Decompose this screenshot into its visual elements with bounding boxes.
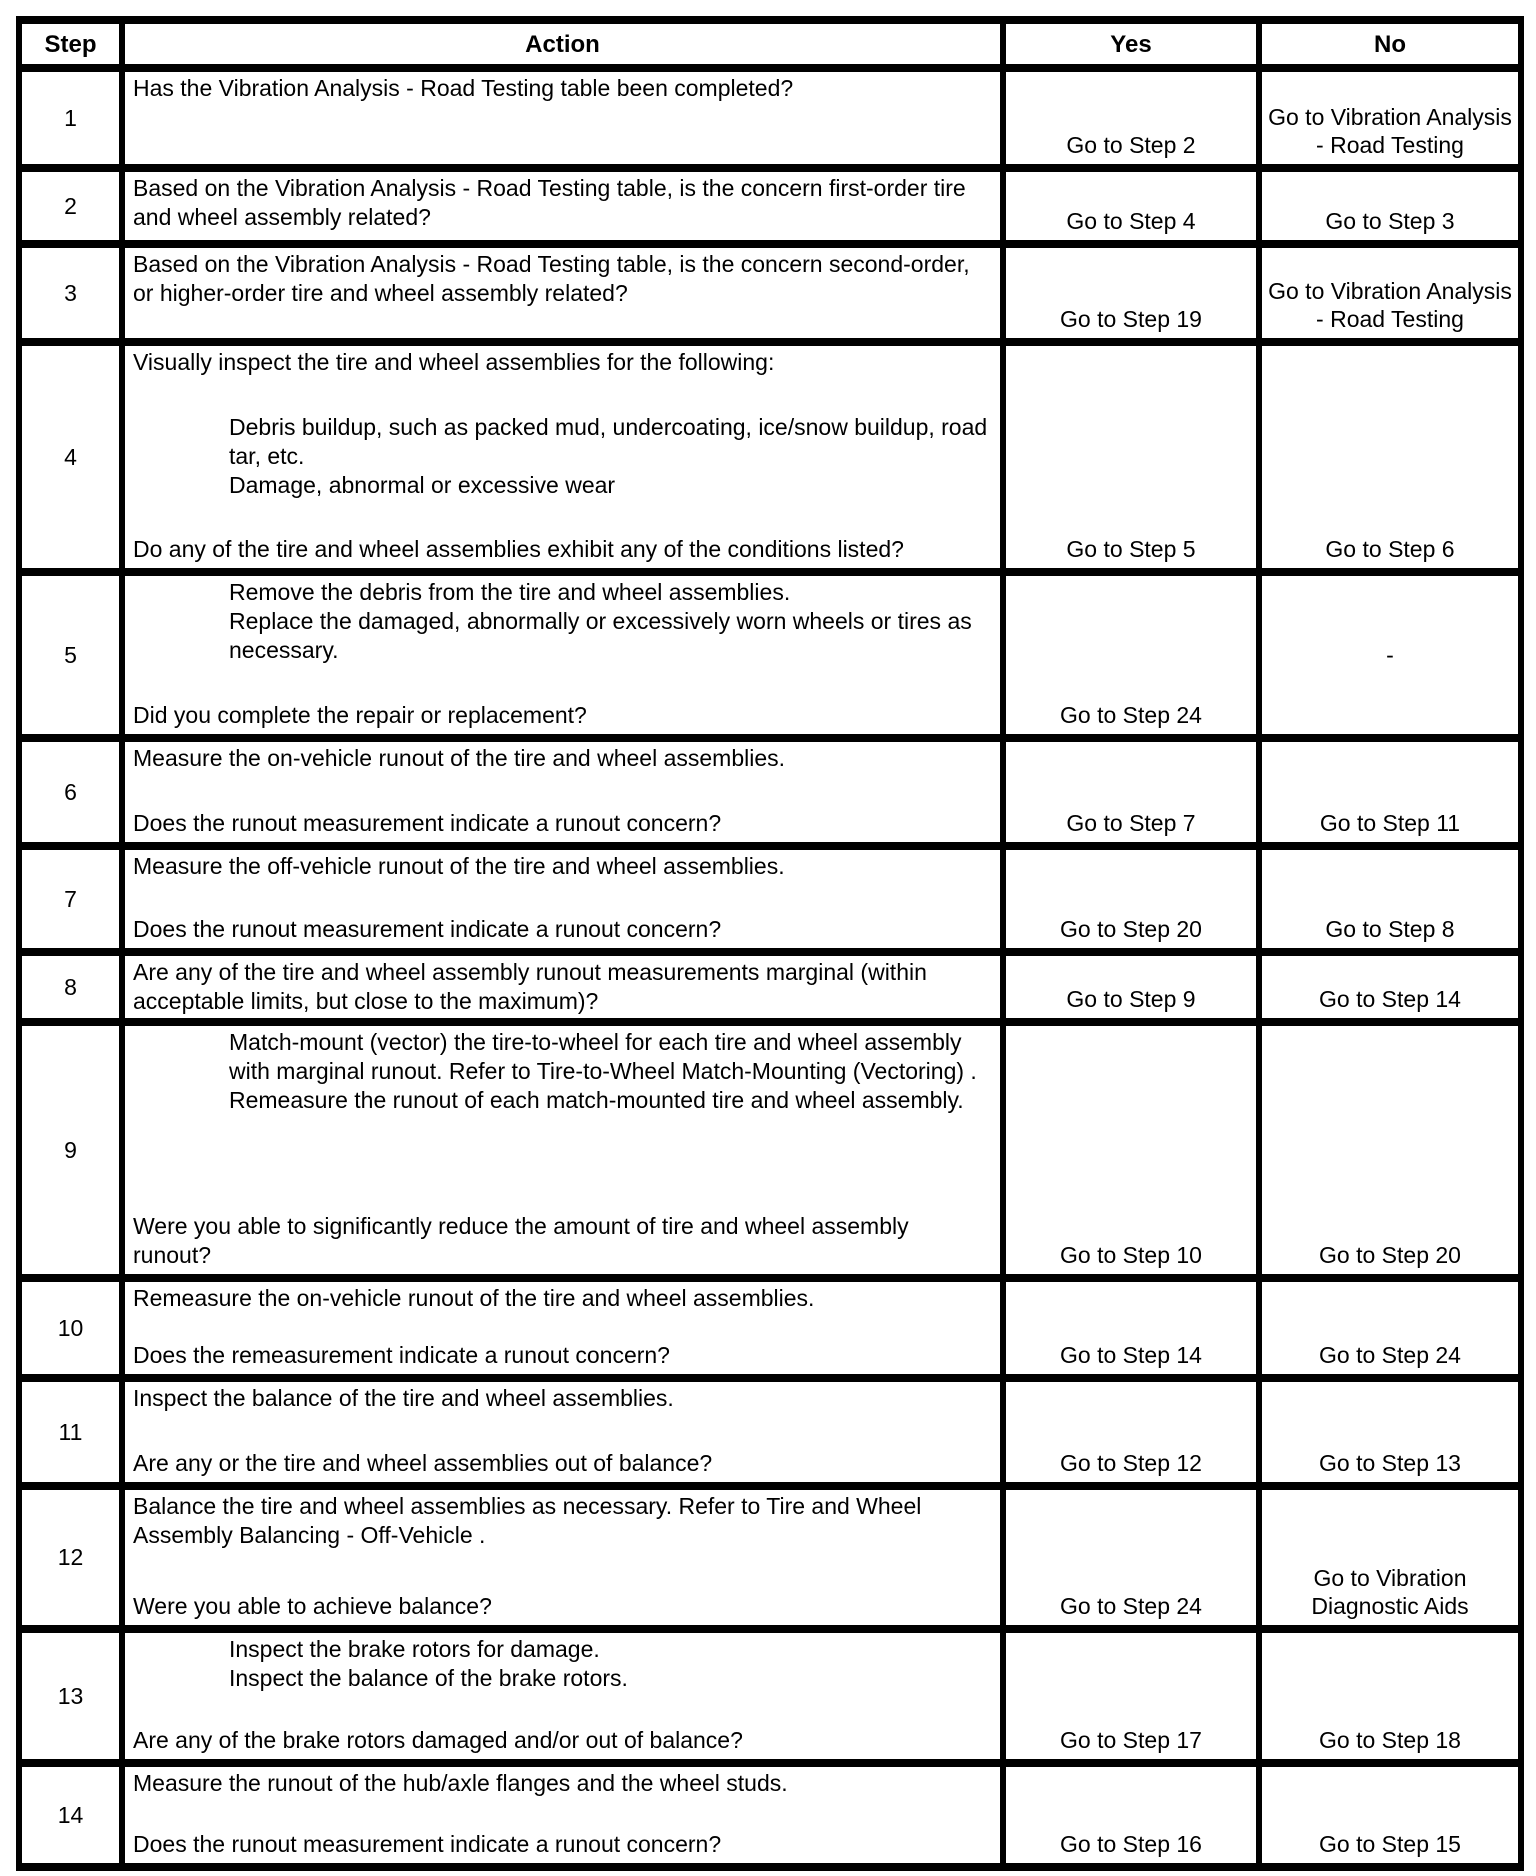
yes-goto-text: Go to Step 14 [1060,1342,1202,1368]
yes-cell [1006,956,1256,1018]
action-question: Did you complete the repair or replacement? [133,702,587,728]
action-statement: Inspect the balance of the tire and wheel assemblies. [133,1385,674,1411]
step-cell: 9 [22,1026,119,1274]
no-cell [1262,850,1518,948]
action-list-item: Match-mount (vector) the tire-to-wheel for each tire and wheel assembly with marginal runout. Refer to Tire-to-Wheel Match-Mounting (Vectoring) . [229,1029,977,1084]
action-list-item: Remeasure the runout of each match-mounted tire and wheel assembly. [229,1087,964,1113]
action-cell [125,956,1000,1018]
no-goto-text: - [1386,642,1394,668]
yes-goto-text: Go to Step 4 [1066,208,1196,234]
no-cell [1262,1633,1518,1759]
yes-goto-text: Go to Step 16 [1060,1831,1202,1857]
no-goto-text: Go to Step 3 [1325,208,1455,234]
step-cell: 1 [22,72,119,164]
diagnostic-table [16,16,1524,1871]
yes-goto-text: Go to Step 10 [1060,1242,1202,1268]
header-action: Action [125,24,1000,64]
yes-goto-text: Go to Step 19 [1060,306,1202,332]
action-statement: Based on the Vibration Analysis - Road Testing table, is the concern second-order, or higher-order tire and wheel assembly related? [133,251,970,306]
yes-goto-text: Go to Step 24 [1060,1593,1202,1619]
step-cell: 6 [22,742,119,842]
header-yes: Yes [1006,24,1256,64]
no-goto-text: Go to Step 20 [1319,1242,1461,1268]
step-cell: 2 [22,172,119,240]
action-list-item: Remove the debris from the tire and wheel assemblies. [229,579,791,605]
action-list [229,1028,992,1115]
yes-cell [1006,850,1256,948]
yes-goto-text: Go to Step 7 [1066,810,1196,836]
no-cell [1262,576,1518,734]
step-cell: 5 [22,576,119,734]
yes-cell [1006,1490,1256,1625]
no-goto-text: Go to Step 8 [1325,916,1455,942]
no-cell [1262,172,1518,240]
yes-cell [1006,72,1256,164]
action-statement: Visually inspect the tire and wheel assemblies for the following: [133,349,775,375]
no-goto-text: Go to Step 14 [1319,986,1461,1012]
action-question: Were you able to achieve balance? [133,1593,492,1619]
header-no: No [1262,24,1518,64]
action-statement: Are any of the tire and wheel assembly runout measurements marginal (within acceptable limits, but close to the maximum)? [133,959,927,1014]
action-statement: Remeasure the on-vehicle runout of the tire and wheel assemblies. [133,1285,815,1311]
step-cell: 12 [22,1490,119,1625]
yes-cell [1006,172,1256,240]
action-question: Were you able to significantly reduce the amount of tire and wheel assembly runout? [133,1213,909,1268]
action-list [229,578,992,665]
no-cell [1262,346,1518,568]
action-cell [125,72,1000,164]
action-cell [125,742,1000,842]
step-cell: 13 [22,1633,119,1759]
no-goto-text: Go to Vibration Analysis - Road Testing [1268,104,1512,158]
yes-cell [1006,1633,1256,1759]
step-cell: 3 [22,248,119,338]
yes-cell [1006,346,1256,568]
no-cell [1262,1026,1518,1274]
yes-cell [1006,742,1256,842]
step-cell: 7 [22,850,119,948]
yes-goto-text: Go to Step 2 [1066,132,1196,158]
action-question: Are any or the tire and wheel assemblies out of balance? [133,1450,713,1476]
no-goto-text: Go to Step 6 [1325,536,1455,562]
yes-cell [1006,576,1256,734]
no-goto-text: Go to Step 15 [1319,1831,1461,1857]
yes-goto-text: Go to Step 9 [1066,986,1196,1012]
yes-cell [1006,1382,1256,1482]
no-cell [1262,72,1518,164]
no-cell [1262,1490,1518,1625]
action-statement: Measure the off-vehicle runout of the tire and wheel assemblies. [133,853,785,879]
no-goto-text: Go to Vibration Diagnostic Aids [1311,1565,1469,1619]
action-cell [125,172,1000,240]
yes-cell [1006,248,1256,338]
action-question: Does the runout measurement indicate a runout concern? [133,916,722,942]
action-list [229,413,992,500]
yes-goto-text: Go to Step 24 [1060,702,1202,728]
no-cell [1262,1382,1518,1482]
step-cell: 8 [22,956,119,1018]
action-cell [125,1026,1000,1274]
yes-cell [1006,1026,1256,1274]
action-cell [125,576,1000,734]
yes-cell [1006,1767,1256,1863]
no-goto-text: Go to Step 18 [1319,1727,1461,1753]
action-cell [125,1490,1000,1625]
yes-cell [1006,1282,1256,1374]
no-cell [1262,248,1518,338]
yes-goto-text: Go to Step 5 [1066,536,1196,562]
action-list-item: Debris buildup, such as packed mud, undercoating, ice/snow buildup, road tar, etc. [229,413,988,469]
step-cell: 10 [22,1282,119,1374]
no-cell [1262,1282,1518,1374]
no-goto-text: Go to Step 13 [1319,1450,1461,1476]
action-cell [125,1767,1000,1863]
no-cell [1262,956,1518,1018]
action-question: Does the runout measurement indicate a runout concern? [133,810,722,836]
action-statement: Measure the runout of the hub/axle flanges and the wheel studs. [133,1770,788,1796]
action-statement: Based on the Vibration Analysis - Road Testing table, is the concern first-order tire and wheel assembly related? [133,175,966,230]
action-list-item: Inspect the balance of the brake rotors. [229,1665,628,1691]
action-question: Are any of the brake rotors damaged and/or out of balance? [133,1727,743,1753]
yes-goto-text: Go to Step 17 [1060,1727,1202,1753]
action-cell [125,1282,1000,1374]
action-list-item: Inspect the brake rotors for damage. [229,1636,600,1662]
step-cell: 11 [22,1382,119,1482]
no-cell [1262,1767,1518,1863]
no-goto-text: Go to Vibration Analysis - Road Testing [1268,278,1512,332]
no-goto-text: Go to Step 11 [1319,810,1461,836]
action-list-item: Damage, abnormal or excessive wear [229,471,616,498]
header-step: Step [22,24,119,64]
action-cell [125,1633,1000,1759]
action-cell [125,850,1000,948]
action-cell [125,346,1000,568]
action-list [229,1635,992,1693]
yes-goto-text: Go to Step 12 [1060,1450,1202,1476]
action-cell [125,1382,1000,1482]
no-goto-text: Go to Step 24 [1319,1342,1461,1368]
action-statement: Measure the on-vehicle runout of the tire and wheel assemblies. [133,745,786,771]
no-cell [1262,742,1518,842]
action-question: Does the remeasurement indicate a runout concern? [133,1342,670,1368]
action-list-item: Replace the damaged, abnormally or excessively worn wheels or tires as necessary. [229,608,972,663]
step-cell: 14 [22,1767,119,1863]
action-question: Do any of the tire and wheel assemblies exhibit any of the conditions listed? [133,536,904,562]
step-cell: 4 [22,346,119,568]
yes-goto-text: Go to Step 20 [1060,916,1202,942]
action-cell [125,248,1000,338]
action-question: Does the runout measurement indicate a runout concern? [133,1831,722,1857]
action-statement: Balance the tire and wheel assemblies as necessary. Refer to Tire and Wheel Assembly Balancing - Off-Vehicle . [133,1493,922,1548]
action-statement: Has the Vibration Analysis - Road Testing table been completed? [133,75,794,101]
